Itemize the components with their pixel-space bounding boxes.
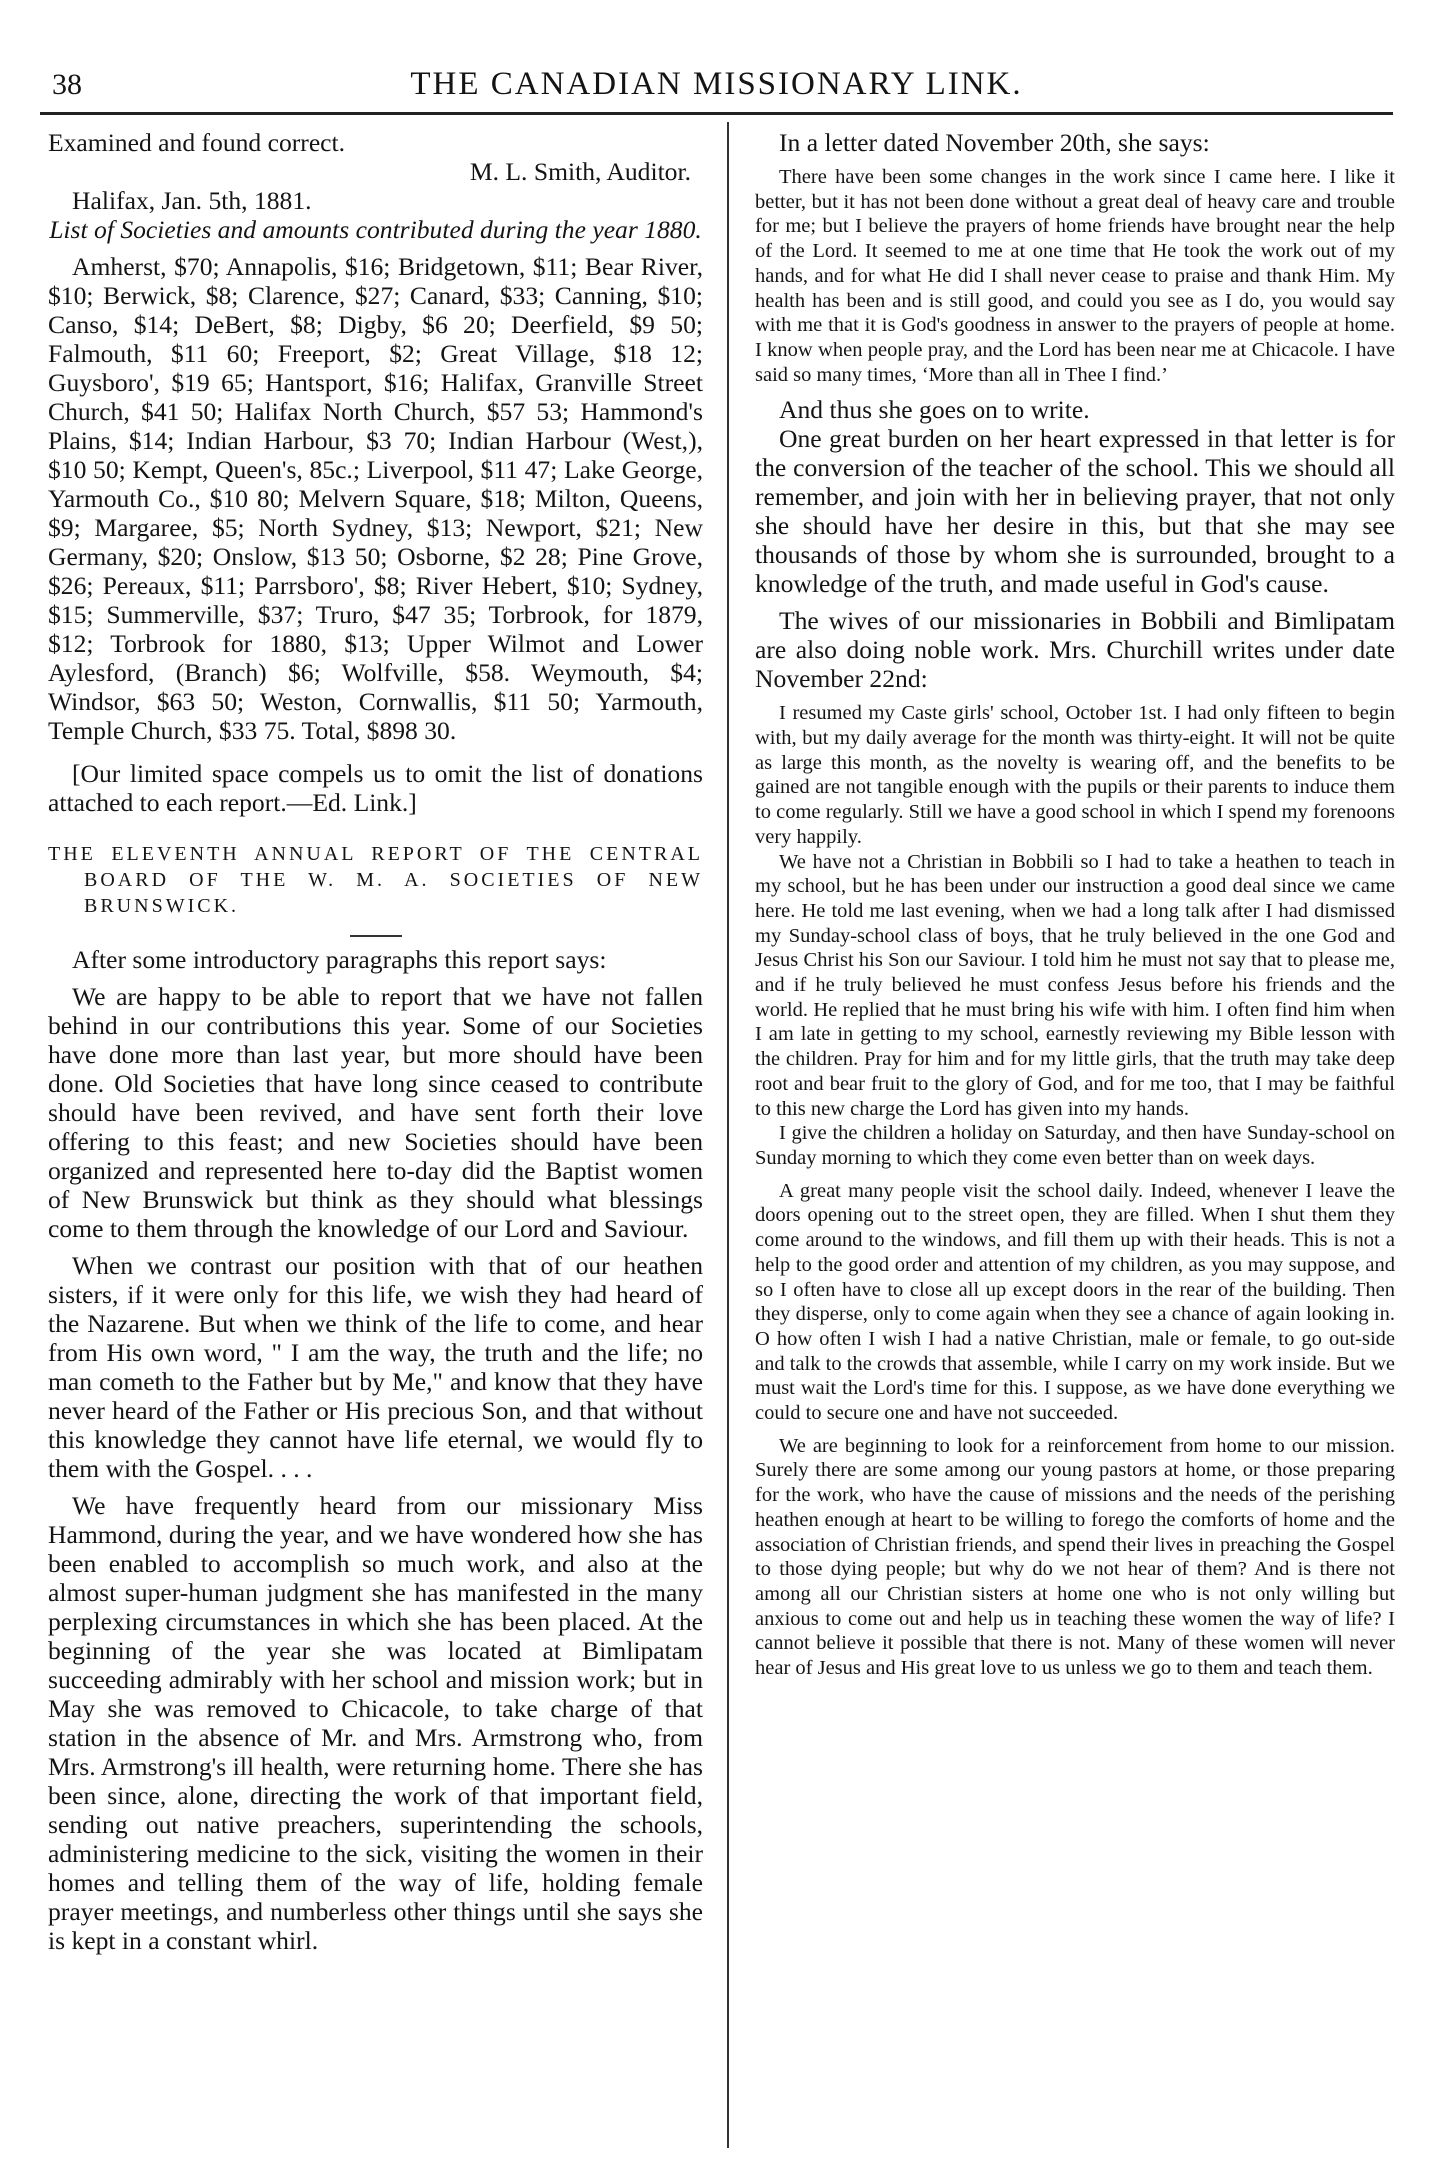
- letter-quote: We have not a Christian in Bobbili so I had to take a heathen to teach in my school, but he has been under our instruction a good deal since we came here. He told me last evening, when we had a long talk after I had dismissed my Sunday-school class of boys, that he truly believed in the one God and Jesus Christ his Son our Saviour. I told him he must not say that to please me, and if he truly believed he must confess Jesus before his friends and the world. He replied that he must bring his wife with him. I often find him when I am late in getting to my school, earnestly reviewing my Bible lesson with the children. Pray for him and for my little girls, that the truth may take deep root and bear fruit to the glory of God, and for me too, that I may be faithful to this new charge the Lord has given into my hands.: [755, 850, 1395, 1120]
- body-paragraph: One great burden on her heart expressed in that letter is for the conversion of the teacher of the school. This we should all remember, and join with her in believing prayer, that not only she should have her desire in this, but that she may see thousands of those by whom she is surrounded, brought to a knowledge of the truth, and made useful in God's cause.: [755, 424, 1395, 599]
- list-heading: List of Societies and amounts contributed during the year 1880.: [49, 215, 702, 244]
- letter-intro: In a letter dated November 20th, she says:: [779, 128, 1210, 157]
- editor-note: [Our limited space compels us to omit the list of donations attached to each report.—Ed. Link.]: [48, 759, 703, 817]
- page-header: [40, 60, 1393, 110]
- letter-quote: There have been some changes in the work since I came here. I like it better, but it has not been done without a great deal of heavy care and trouble for me; but I believe the prayers of home friends have brought near the help of the Lord. It seemed to me at one time that He took the work out of my hands, and for what He did I shall never cease to praise and thank Him. My health has been and is still good, and could you see as I do, you would say with me that it is God's goodness in answer to the prayers of people at home. I know when people pray, and the Lord has been near me at Chicacole. I have said so many times, ‘More than all in Thee I find.’: [755, 166, 1395, 386]
- running-title: THE CANADIAN MISSIONARY LINK.: [410, 66, 1023, 102]
- body-paragraph: And thus she goes on to write.: [779, 395, 1090, 425]
- audit-statement: Examined and found correct.: [48, 128, 346, 157]
- section-rule: [350, 935, 402, 937]
- auditor-signature: M. L. Smith, Auditor.: [469, 157, 691, 186]
- letter-quote: I give the children a holiday on Saturday, and then have Sunday-school on Sunday morning to which they come even better than on week days.: [755, 1122, 1395, 1169]
- societies-list: Amherst, $70; Annapolis, $16; Bridgetown, $11; Bear River, $10; Berwick, $8; Clarence, $27; Canard, $33; Canning, $10; Canso, $14; DeBert, $8; Digby, $6 20; Deerfield, $9 50; Falmouth, $11 60; Freeport, $2; Great Village, $18 12; Guysboro', $19 65; Hantsport, $16; Halifax, Granville Street Church, $41 50; Halifax North Church, $57 53; Hammond's Plains, $14; Indian Harbour, $3 70; Indian Harbour (West,), $10 50; Kempt, Queen's, 85c.; Liverpool, $11 47; Lake George, Yarmouth Co., $10 80; Melvern Square, $18; Milton, Queens, $9; Margaree, $5; North Sydney, $13; Newport, $21; New Germany, $20; Onslow, $13 50; Osborne, $2 28; Pine Grove, $26; Pereaux, $11; Parrsboro', $8; River Hebert, $10; Sydney, $15; Summerville, $37; Truro, $47 35; Torbrook, for 1879, $12; Torbrook for 1880, $13; Upper Wilmot and Lower Aylesford, (Branch) $6; Wolfville, $58. Weymouth, $4; Windsor, $63 50; Weston, Cornwallis, $11 50; Yarmouth, Temple Church, $33 75. Total, $898 30.: [48, 252, 703, 745]
- body-paragraph: The wives of our missionaries in Bobbili and Bimlipatam are also doing noble work. Mrs. Churchill writes under date November 22nd:: [755, 606, 1395, 694]
- column-divider: [727, 122, 729, 2148]
- report-paragraph: When we contrast our position with that of our heathen sisters, if it were only for this life, we wish they had heard of the Nazarene. But when we think of the life to come, and hear from His own word, " I am the way, the truth and the life; no man cometh to the Father but by Me," and know that they have never heard of the Father or His precious Son, and that without this knowledge they cannot have life eternal, we would fly to them with the Gospel. . . .: [48, 1251, 703, 1483]
- letter-quote: I resumed my Caste girls' school, October 1st. I had only fifteen to begin with, but my daily average for the month was thirty-eight. It will not be quite as large this month, as the novelty is wearing off, and the benefits to be gained are not tangible enough with the pupils or their parents to induce them to come regularly. Still we have a good school in which I spend my forenoons very happily.: [755, 702, 1395, 848]
- place-date: Halifax, Jan. 5th, 1881.: [72, 186, 312, 215]
- report-paragraph: We have frequently heard from our missionary Miss Hammond, during the year, and we have wondered how she has been enabled to accomplish so much work, and also at the almost super-human judgment she has manifested in the many perplexing circumstances in which she has been placed. At the beginning of the year she was located at Bimlipatam succeeding admirably with her school and mission work; but in May she was removed to Chicacole, to take charge of that station in the absence of Mr. and Mrs. Armstrong who, from Mrs. Armstrong's ill health, were returning home. There she has been since, alone, directing the work of that important field, sending out native preachers, superintending the schools, administering medicine to the sick, visiting the women in their homes and telling them of the way of life, holding female prayer meetings, and numberless other things until she says she is kept in a constant whirl.: [48, 1491, 703, 1955]
- page-number: 38: [52, 68, 82, 101]
- letter-quote: We are beginning to look for a reinforcement from home to our mission. Surely there are some among our young pastors at home, or those preparing for the work, who have the cause of missions and the needs of the perishing heathen enough at heart to be willing to forego the comforts of home and the association of Christian friends, and spend their lives in preaching the Gospel to those dying people; but why do we not hear of them? And is there not among all our Christian sisters at home one who is not only willing but anxious to come out and help us in teaching these women the way of life? I cannot believe it possible that there is not. Many of these women will never hear of Jesus and His great love to us unless we go to them and teach them.: [755, 1434, 1395, 1680]
- report-paragraph: We are happy to be able to report that we have not fallen behind in our contributions this year. Some of our Societies have done more than last year, but more should have been done. Old Societies that have long since ceased to contribute should have been revived, and have sent forth their love offering to this feast; and new Societies should have been organized and represented here to-day did the Baptist women of New Brunswick but think as they should what blessings come to them through the knowledge of our Lord and Saviour.: [48, 982, 703, 1243]
- report-intro: After some introductory paragraphs this report says:: [72, 945, 607, 974]
- header-rule: [40, 112, 1393, 115]
- letter-quote: A great many people visit the school daily. Indeed, whenever I leave the doors opening out to the street open, they are filled. When I shut them they come around to the windows, and fill them up with their heads. This is not a help to the good order and attention of my children, as you may suppose, and so I often have to close all up except doors in the rear of the building. Then they disperse, only to come again when they see a chance of again looking in. O how often I wish I had a native Christian, male or female, to go out-side and talk to the crowds that assemble, while I carry on my work inside. But we must wait the Lord's time for this. I suppose, as we have done everything we could to secure one and have not succeeded.: [755, 1179, 1395, 1425]
- report-title: THE ELEVENTH ANNUAL REPORT OF THE CENTRAL BOARD OF THE W. M. A. SOCIETIES OF NEW BRUNSWICK.: [48, 843, 703, 917]
- left-column: [48, 128, 703, 2148]
- right-column: [755, 128, 1395, 2148]
